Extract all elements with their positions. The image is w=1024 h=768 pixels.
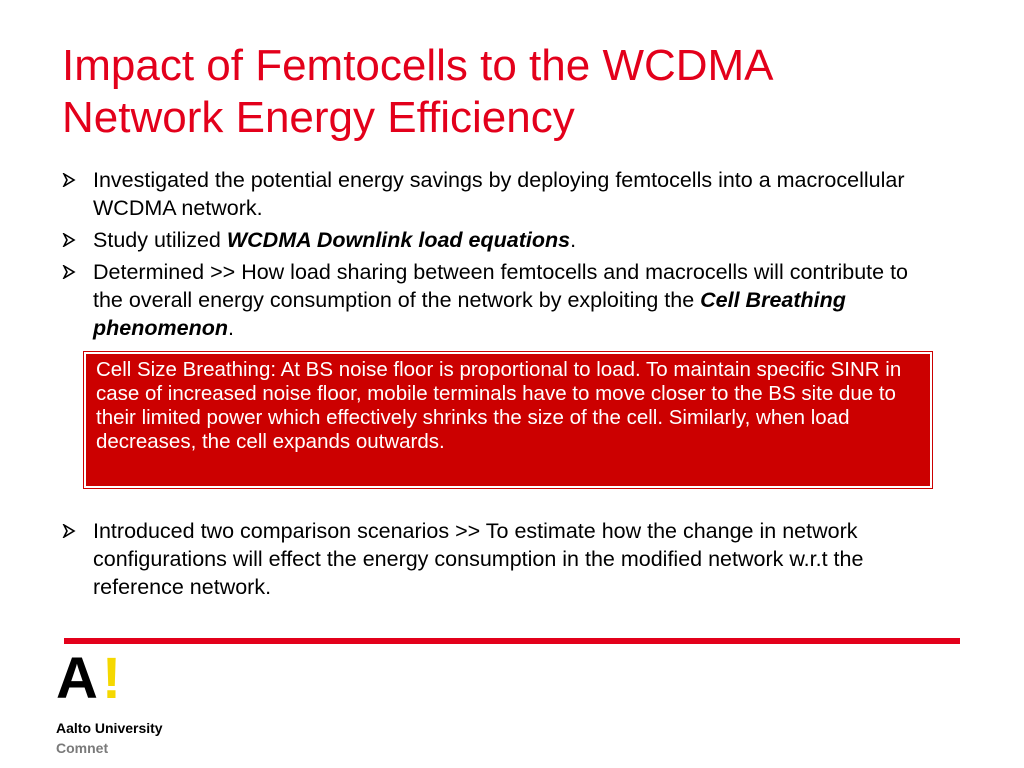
bullet-emphasis: Cell Breathing phenomenon [93,288,846,340]
logo-exclamation: ! [101,646,122,711]
bullet-list-secondary [62,517,942,605]
title-line-2: Network Energy Efficiency [62,93,575,142]
bullet-text-post: . [570,228,577,252]
bullet-text: Introduced two comparison scenarios >> To estimate how the change in network configurations will effect the energy consumption in the modified network w.r.t the reference network. [93,519,864,599]
title-line-1: Impact of Femtocells to the WCDMA [62,41,774,90]
bullet-item-determined [62,258,942,342]
slide-title [62,40,962,144]
bullet-item-investigated [62,166,942,222]
arrow-bullet-icon [62,265,76,279]
bullet-text-post: . [227,316,234,340]
university-name: Aalto University [56,720,163,736]
arrow-bullet-icon [62,233,76,247]
cell-breathing-callout: Cell Size Breathing: At BS noise floor is proportional to load. To maintain specific SINR in case of increased noise floor, mobile terminals have to move closer to the BS site due to their limited power which effectively shrinks the size of the cell. Similarly, when load decreases, the cell expands outwards. [84,352,932,488]
bullet-item-study [62,226,942,254]
bullet-text-pre: Determined >> How load sharing between femtocells and macrocells will contribute to the overall energy consumption of the network by exploiting the [93,260,909,312]
bullet-text: Investigated the potential energy savings by deploying femtocells into a macrocellular WCDMA network. [93,168,905,220]
bullet-item-introduced [62,517,942,601]
bullet-text-pre: Study utilized [93,228,227,252]
footer-divider [64,638,960,644]
aalto-logo [56,646,121,712]
unit-name: Comnet [56,740,109,756]
bullet-emphasis: WCDMA Downlink load equations [226,228,571,252]
logo-letter: A [56,646,98,711]
bullet-list [62,166,942,346]
arrow-bullet-icon [62,173,76,187]
arrow-bullet-icon [62,524,76,538]
